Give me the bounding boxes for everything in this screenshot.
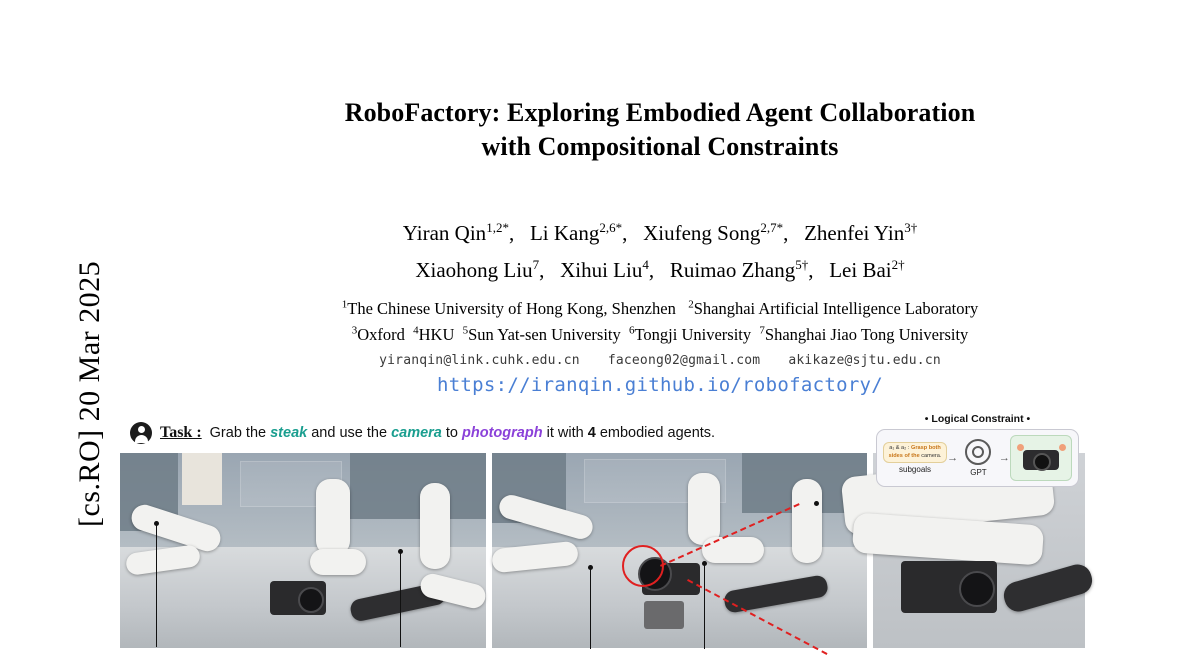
teaser-figure xyxy=(120,415,1085,648)
logical-constraint-card xyxy=(870,415,1085,490)
affiliation-line-1 xyxy=(120,293,1200,320)
task-part-2: and use the xyxy=(311,425,388,441)
affiliation: $^5$Sun Yat-sen University xyxy=(462,324,621,344)
agent-count: 4 xyxy=(587,425,596,441)
constraint-output-thumbnail xyxy=(1010,435,1072,481)
author: Xiufeng Song$^{2,7*}$, xyxy=(643,220,789,245)
affiliation: $^2$Shanghai Artificial Intelligence Laboratory xyxy=(688,298,979,318)
robot-arm-gripper xyxy=(310,549,366,575)
annotation-dot xyxy=(814,501,819,506)
author-line-2 xyxy=(120,249,1200,286)
camera-lens xyxy=(298,587,324,613)
task-part-1: Grab the xyxy=(209,425,267,441)
affiliation-line-2 xyxy=(120,320,1200,347)
affiliation-list xyxy=(120,293,1200,346)
affiliation: $^7$Shanghai Jiao Tong University xyxy=(759,324,969,344)
annotation-leader xyxy=(400,553,401,647)
bullet-right-icon: • xyxy=(1026,413,1031,425)
openai-logo-icon xyxy=(965,439,991,465)
title-line-2: with Compositional Constraints xyxy=(481,132,839,161)
task-description-bar xyxy=(120,415,860,451)
arrow-right-icon-2: → xyxy=(998,452,1010,464)
email-3: akikaze@sjtu.edu.cn xyxy=(788,353,941,368)
gpt-caption: GPT xyxy=(970,468,987,477)
paper-page xyxy=(120,0,1200,648)
camera-object xyxy=(901,561,997,613)
annotation-leader xyxy=(704,565,705,649)
arxiv-stamp-text: [cs.RO] 20 Mar 2025 xyxy=(73,260,106,527)
author: Xihui Liu$^4$, xyxy=(560,257,655,282)
bullet-left-icon: • xyxy=(924,413,929,425)
author-list xyxy=(120,212,1200,286)
task-text xyxy=(210,425,715,441)
email-2: faceong02@gmail.com xyxy=(607,353,761,368)
robot-arm xyxy=(688,473,720,545)
subgoal-bubble xyxy=(883,442,947,463)
task-label: Task : xyxy=(160,424,202,441)
grasp-point-right xyxy=(1059,444,1066,451)
arrow-right-icon: → xyxy=(947,452,959,464)
keyword-camera: camera xyxy=(391,425,442,441)
subgoal-action: Grasp both sides of the xyxy=(888,445,941,459)
project-url-link[interactable]: https://iranqin.github.io/robofactory/ xyxy=(436,374,884,396)
email-1: yiranqin@link.cuhk.edu.cn xyxy=(379,353,580,368)
author: Zhenfei Yin$^{3\dagger}$ xyxy=(804,220,918,245)
task-part-5: embodied agents. xyxy=(599,425,716,441)
subgoal-object: camera. xyxy=(921,452,942,459)
grasp-point-left xyxy=(1017,444,1024,451)
camera-object xyxy=(270,581,326,615)
annotation-leader xyxy=(590,569,591,649)
highlight-circle xyxy=(622,545,664,587)
robot-arm xyxy=(420,483,450,569)
affiliation: $^4$HKU xyxy=(413,324,455,344)
sim-view-panel-2 xyxy=(492,453,867,648)
steak-object xyxy=(644,601,684,629)
task-part-4: it with xyxy=(546,425,584,441)
robot-arm xyxy=(316,479,350,555)
author: Lei Bai$^{2\dagger}$ xyxy=(829,257,905,282)
subgoals-block xyxy=(883,442,947,474)
author: Ruimao Zhang$^{5\dagger}$, xyxy=(669,257,814,282)
sim-view-panel-1 xyxy=(120,453,486,648)
camera-lens xyxy=(959,571,995,607)
scene-cabinet xyxy=(350,453,486,519)
annotation-leader xyxy=(156,525,157,647)
affiliation: $^1$The Chinese University of Hong Kong, Shenzhen xyxy=(341,298,676,318)
affiliation: $^3$Oxford xyxy=(351,324,405,344)
logical-constraint-body xyxy=(876,429,1079,487)
keyword-steak: steak xyxy=(270,425,308,441)
subgoal-agents: a₁ & a₂ : xyxy=(889,445,910,452)
keyword-photograph: photograph xyxy=(462,425,543,441)
user-avatar-icon xyxy=(130,422,152,444)
email-list xyxy=(120,353,1200,368)
output-camera-lens xyxy=(1033,453,1051,471)
gpt-block xyxy=(958,439,999,477)
task-part-3: to xyxy=(445,425,458,441)
subgoals-caption: subgoals xyxy=(899,464,932,474)
author: Yiran Qin$^{1,2*}$, xyxy=(402,220,515,245)
author: Xiaohong Liu$^7$, xyxy=(415,257,545,282)
scene-window xyxy=(182,453,222,505)
author: Li Kang$^{2,6*}$, xyxy=(529,220,628,245)
arxiv-stamp xyxy=(0,0,120,648)
page-title xyxy=(120,96,1200,164)
title-line-1: RoboFactory: Exploring Embodied Agent Collaboration xyxy=(344,98,976,127)
author-line-1 xyxy=(120,212,1200,249)
robot-arm xyxy=(792,479,822,563)
logical-constraint-title: • Logical Constraint • xyxy=(924,413,1031,425)
affiliation: $^6$Tongji University xyxy=(629,324,752,344)
